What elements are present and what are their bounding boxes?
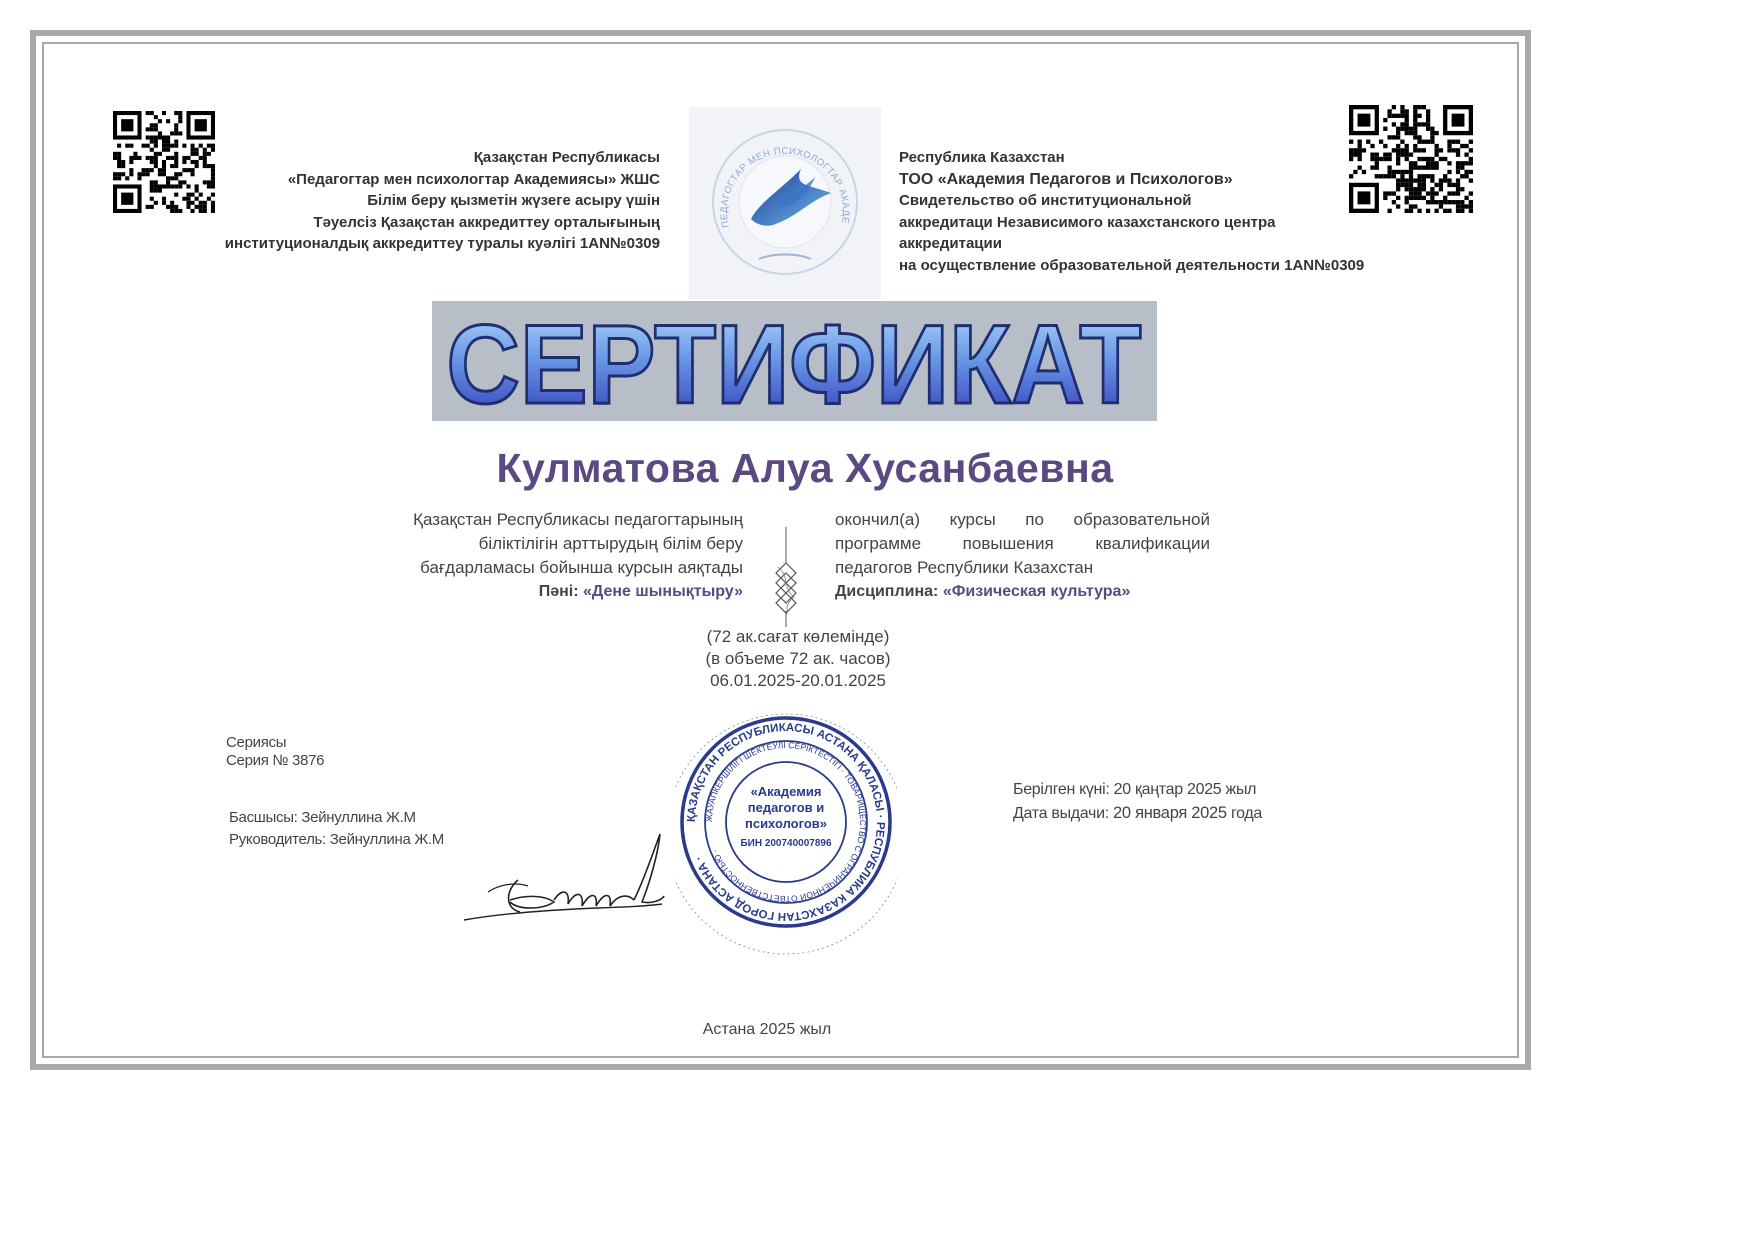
subject-kz bbox=[330, 580, 743, 604]
head-kz: Басшысы: Зейнуллина Ж.М bbox=[229, 809, 416, 826]
certificate-title: СЕРТИФИКАТ bbox=[446, 302, 1142, 421]
stamp-outer-text: ҚАЗАҚСТАН РЕСПУБЛИКАСЫ АСТАНА ҚАЛАСЫ · РЕСПУБЛИКА КАЗАХСТАН ГОРОД АСТАНА · bbox=[685, 721, 887, 923]
course-dates: 06.01.2025-20.01.2025 bbox=[710, 671, 886, 690]
header-left-line1: Қазақстан Республикасы bbox=[473, 149, 660, 166]
title-banner bbox=[432, 301, 1157, 421]
subject-kz-label: Пәні: bbox=[538, 583, 579, 600]
stamp-inner-text: ЖАУАПКЕРШІЛІГІ ШЕКТЕУЛІ СЕРІКТЕСТІГІ · ТОВАРИЩЕСТВО С ОГРАНИЧЕННОЙ ОТВЕТСТВЕННОСТЬЮ · bbox=[703, 739, 869, 905]
stamp-line1: «Академия bbox=[750, 784, 822, 799]
bird-emblem-icon bbox=[689, 107, 881, 299]
body-right-ru bbox=[835, 508, 1210, 604]
issue-ru-date: 20 января 2025 bbox=[1113, 804, 1227, 822]
header-right-ru bbox=[899, 147, 1419, 276]
header-left-line5: институционалдық аккредиттеу туралы куәлігі 1АN№0309 bbox=[224, 235, 660, 252]
header-left-line2: «Педагогтар мен психологтар Академиясы» ЖШС bbox=[287, 170, 660, 188]
body-left-line2: біліктілігін арттырудың білім беру bbox=[478, 534, 743, 553]
logo-arc-text: ПЕДАГОГТАР МЕН ПСИХОЛОГТАР АКАДЕ bbox=[718, 145, 852, 229]
body-left-kz bbox=[330, 508, 743, 604]
series-kz: Сериясы bbox=[226, 734, 287, 751]
subject-kz-value: «Дене шынықтыру» bbox=[583, 583, 743, 600]
header-left-line3: Білім беру қызметін жүзеге асыру үшін bbox=[367, 192, 660, 209]
body-left-line1: Қазақстан Республикасы педагогтарының bbox=[413, 510, 743, 529]
series-ru: Серия № 3876 bbox=[226, 752, 325, 769]
issue-ru bbox=[1013, 803, 1262, 824]
official-stamp bbox=[675, 704, 897, 963]
issue-ru-suffix: года bbox=[1230, 805, 1263, 822]
hours-kz: (72 ак.сағат көлемінде) bbox=[706, 627, 890, 646]
signature bbox=[458, 830, 668, 930]
issue-kz: Берілген күні: 20 қаңтар 2025 жыл bbox=[1013, 781, 1257, 798]
header-left-line4: Тәуелсіз Қазақстан аккредиттеу орталығының bbox=[313, 213, 660, 231]
hours-ru: (в объеме 72 ак. часов) bbox=[705, 649, 891, 668]
head-ru: Руководитель: Зейнуллина Ж.М bbox=[229, 831, 444, 848]
subject-ru-value: «Физическая культура» bbox=[942, 583, 1131, 600]
header-right-line6: на осуществление образовательной деятельности 1АN№0309 bbox=[899, 256, 1365, 274]
ornament-divider-icon bbox=[770, 527, 802, 632]
body-right-text: окончил(а) курсы по образовательной программе повышения квалификации педагогов Республики Казахстан bbox=[835, 510, 1210, 577]
body-left-line3: бағдарламасы бойынша курсын аяқтады bbox=[420, 558, 743, 577]
subject-ru-label: Дисциплина: bbox=[835, 583, 939, 600]
footer-place-year: Астана 2025 жыл bbox=[702, 1021, 832, 1038]
header-left-kz bbox=[160, 147, 660, 255]
header-right-line4: аккредитаци Независимого казахстанского центра bbox=[899, 213, 1276, 231]
academy-logo bbox=[689, 107, 881, 299]
header-right-line5: аккредитации bbox=[899, 235, 1002, 252]
issue-ru-label: Дата выдачи: bbox=[1013, 805, 1109, 822]
header-right-line2: ТОО «Академия Педагогов и Психологов» bbox=[899, 170, 1233, 188]
subject-ru bbox=[835, 580, 1210, 604]
header-right-line3: Свидетельство об институциональной bbox=[899, 192, 1192, 209]
header-right-line1: Республика Казахстан bbox=[899, 149, 1065, 166]
hours-block bbox=[600, 626, 996, 692]
stamp-line2: педагогов и bbox=[747, 800, 825, 815]
recipient-name: Кулматова Алуа Хусанбаевна bbox=[496, 445, 1114, 491]
stamp-bin: БИН 200740007896 bbox=[740, 838, 832, 849]
stamp-line3: психологов» bbox=[744, 816, 828, 831]
